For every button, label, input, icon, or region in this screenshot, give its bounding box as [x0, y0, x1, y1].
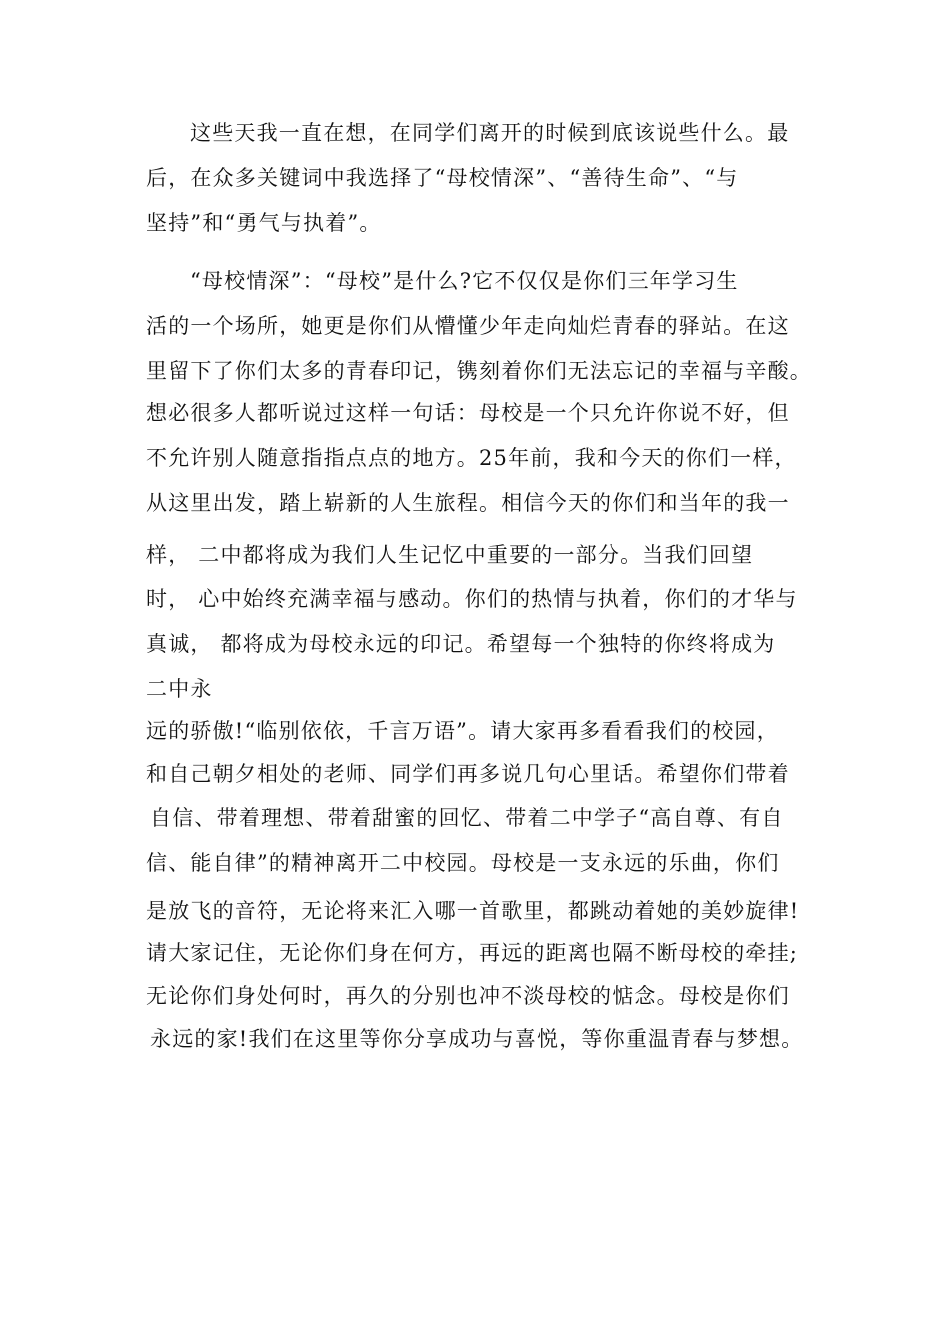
paragraph-2-line-6: 从这里出发，踏上崭新的人生旅程。相信今天的你们和当年的我一 — [146, 491, 790, 515]
paragraph-2-line-11: 远的骄傲!“临别依依，千言万语”。请大家再多看看我们的校园， — [146, 719, 779, 743]
paragraph-2-line-8: 时， 心中始终充满幸福与感动。你们的热情与执着，你们的才华与 — [146, 587, 798, 611]
paragraph-2-line-15: 是放飞的音符，无论将来汇入哪一首歌里，都跳动着她的美妙旋律! — [146, 899, 800, 923]
paragraph-2-line-5: 不允许别人随意指指点点的地方。25年前，我和今天的你们一样， — [146, 446, 797, 470]
paragraph-2-line-13: 自信、带着理想、带着甜蜜的回忆、带着二中学子“高自尊、有自 — [150, 806, 784, 830]
paragraph-2-line-4: 想必很多人都听说过这样一句话：母校是一个只允许你说不好，但 — [146, 401, 790, 425]
paragraph-2-line-2: 活的一个场所，她更是你们从懵懂少年走向灿烂青春的驿站。在这 — [146, 314, 790, 338]
paragraph-2-line-3: 里留下了你们太多的青春印记，镌刻着你们无法忘记的幸福与辛酸。 — [146, 359, 812, 383]
paragraph-2-line-7: 样， 二中都将成为我们人生记忆中重要的一部分。当我们回望 — [146, 543, 754, 567]
paragraph-1-line-2: 后，在众多关键词中我选择了“母校情深”、“善待生命”、“与 — [146, 166, 739, 190]
paragraph-1-line-3: 坚持”和“勇气与执着”。 — [146, 211, 382, 235]
paragraph-2-line-18: 永远的家!我们在这里等你分享成功与喜悦，等你重温青春与梦想。 — [150, 1027, 804, 1051]
paragraph-2-line-16: 请大家记住，无论你们身在何方，再远的距离也隔不断母校的牵挂; — [146, 941, 799, 965]
paragraph-2-line-1: “母校情深”：“母校”是什么?它不仅仅是你们三年学习生 — [190, 269, 739, 293]
paragraph-2-line-14: 信、能自律”的精神离开二中校园。母校是一支永远的乐曲，你们 — [146, 851, 780, 875]
paragraph-2-line-12: 和自己朝夕相处的老师、同学们再多说几句心里话。希望你们带着 — [146, 762, 790, 786]
paragraph-2-line-9: 真诚， 都将成为母校永远的印记。希望每一个独特的你终将成为 — [146, 632, 776, 656]
paragraph-2-line-10: 二中永 — [146, 677, 213, 701]
paragraph-2-line-17: 无论你们身处何时，再久的分别也冲不淡母校的惦念。母校是你们 — [146, 984, 790, 1008]
paragraph-1-line-1: 这些天我一直在想，在同学们离开的时候到底该说些什么。最 — [190, 121, 790, 145]
